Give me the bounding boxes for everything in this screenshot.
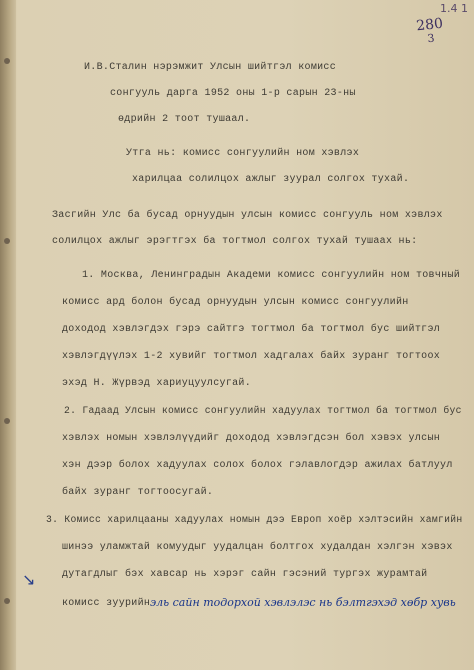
subject-line-1: Утга нь: комисс сонгуулийн ном хэвлэх bbox=[126, 148, 360, 159]
title-line-2: сонгууль дарга 1952 оны 1-р сарын 23-ны bbox=[110, 88, 356, 99]
archive-corner-mark: 1.4 1 bbox=[440, 2, 468, 15]
item3-line-4: комисс зуурийн bbox=[62, 598, 151, 609]
folio-sub: 3 bbox=[427, 31, 436, 46]
item2-line-2: хэвлэх номын хэвлэлүүдийг доходод хэвлэгдсэн бол хэвэх улсын bbox=[62, 433, 441, 444]
page-binding-edge bbox=[0, 0, 16, 670]
preamble-line-2: солилцох ажлыг эрэгтгэх ба тогтмол солгох тухай тушаах нь: bbox=[52, 236, 418, 247]
item2-line-1: 2. Гадаад Улсын комисс сонгуулийн хадуулах тогтмол ба тогтмол бус bbox=[64, 406, 462, 417]
item1-line-5: эхэд Н. Жүрвэд хариуцуулсугай. bbox=[62, 378, 252, 389]
item3-line-1: 3. Комисс харилцааны хадуулах номын дээ Европ хоёр хэлтэсийн хамгийн bbox=[46, 515, 463, 526]
item3-line-2: шинээ уламжтай комуудыг уудалцан болтгох худалдан хэлгэн хэвэх bbox=[62, 542, 453, 553]
preamble-line-1: Засгийн Улс ба бусад орнуудын улсын комисс сонгууль ном хэвлэх bbox=[52, 210, 443, 221]
item1-line-1: 1. Москва, Ленинградын Академи комисс сонгуулийн ном товчный bbox=[82, 270, 461, 281]
binding-hole bbox=[4, 418, 10, 424]
item1-line-3: доходод хэвлэгдэх гэрэ сайтгэ тогтмол ба тогтмол бус шийтгэл bbox=[62, 324, 441, 335]
binding-hole bbox=[4, 598, 10, 604]
folio-main: 280 bbox=[415, 15, 445, 35]
title-line-1: И.В.Сталин нэрэмжит Улсын шийтгэл комисс bbox=[84, 62, 337, 73]
item1-line-4: хэвлэгдүүлэх 1-2 хувийг тогтмол хадгалах байх зуранг тогтоох bbox=[62, 351, 441, 362]
title-line-3: өдрийн 2 тоот тушаал. bbox=[118, 114, 251, 125]
binding-hole bbox=[4, 58, 10, 64]
folio-number bbox=[416, 17, 446, 48]
item3-line-3: дутагдлыг бэх хавсар нь хэрэг сайн гэсэний тургэх журамтай bbox=[62, 569, 428, 580]
binding-hole bbox=[4, 238, 10, 244]
handwritten-note: эль сайн тодорхой хэвлэлэс нь бэлтгэхэд хөбр хувь bbox=[150, 596, 456, 609]
margin-arrow-icon: ↘ bbox=[22, 570, 36, 589]
item2-line-4: байх зуранг тогтоосугай. bbox=[62, 487, 214, 498]
subject-line-2: харилцаа солилцох ажлыг зуурал солгох тухай. bbox=[132, 174, 410, 185]
item2-line-3: хэн дээр болох хадуулах солох болох гэлавлогдэр ажилах батлуул bbox=[62, 460, 453, 471]
item1-line-2: комисс ард болон бусад орнуудын улсын комисс сонгуулийн bbox=[62, 297, 409, 308]
